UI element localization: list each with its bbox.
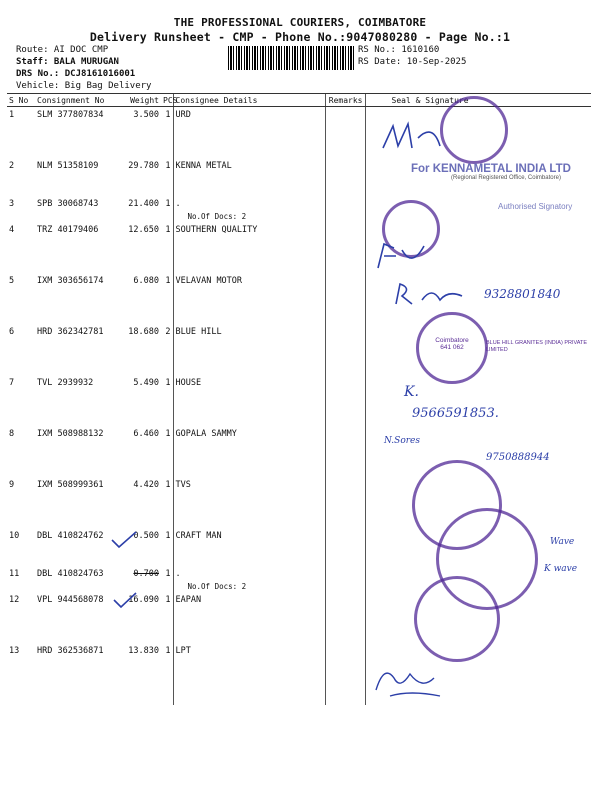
cell-weight: 21.400 <box>128 198 159 209</box>
consignee-name: . <box>175 198 181 209</box>
cell-consignee: EAPAN <box>173 592 325 643</box>
cell-consignment: IXM 303656174 <box>37 275 104 286</box>
cell-consignee: SOUTHERN QUALITY <box>173 222 325 273</box>
cell-sno: 2 <box>9 160 15 171</box>
cell-weight: 6.460 <box>133 428 159 439</box>
cell-weight: 13.830 <box>128 645 159 656</box>
authorised-signatory: Authorised Signatory <box>498 202 573 211</box>
cell-weight: 5.490 <box>133 377 159 388</box>
cell-pcs: 1 <box>165 110 171 120</box>
cell-remarks <box>325 643 365 705</box>
cell-pcs: 1 <box>165 160 171 171</box>
cell-remarks <box>325 566 365 592</box>
kenna-stamp-text: For KENNAMETAL INDIA LTD <box>411 163 571 175</box>
runsheet-subtitle: Delivery Runsheet - CMP - Phone No.:9047080280 - Page No.:1 <box>89 30 511 44</box>
cell-pcs: 1 <box>165 275 171 286</box>
cell-remarks <box>325 222 365 273</box>
cell-consignee: TVS <box>173 477 325 528</box>
cell-consignee: BLUE HILL <box>173 324 325 375</box>
house-sign: K. <box>404 384 419 400</box>
gopala-phone: 9750888944 <box>486 452 550 463</box>
staff: Staff: BALA MURUGAN <box>16 57 119 67</box>
cell-pcs: 2 <box>165 326 171 337</box>
cell-sno: 10 <box>9 530 20 541</box>
craft-note-2: K wave <box>544 564 578 574</box>
cell-weight: 0.700 <box>133 568 159 579</box>
cell-remarks <box>325 426 365 477</box>
tick-row-10 <box>110 530 140 554</box>
cell-remarks <box>325 375 365 426</box>
cell-consignment: DBL 410824763 <box>37 568 104 579</box>
table-row <box>7 643 591 705</box>
cell-consignee <box>173 196 325 222</box>
col-consignee: Consignee Details <box>173 94 325 107</box>
cell-consignment: VPL 944568078 <box>37 594 104 605</box>
cell-sno: 9 <box>9 479 15 490</box>
kennametal-stamp <box>411 163 571 181</box>
cell-pcs: 1 <box>165 530 171 541</box>
docs-count: No.Of Docs: 2 <box>187 581 247 591</box>
eapan-stamp <box>414 576 500 662</box>
cell-sno: 4 <box>9 224 15 235</box>
cell-remarks <box>325 196 365 222</box>
cell-consignee: CRAFT MAN <box>173 528 325 566</box>
cell-consignment: DBL 410824762 <box>37 530 104 541</box>
cell-consignment: TVL 2939932 <box>37 377 94 388</box>
cell-remarks <box>325 477 365 528</box>
velavan-phone: 9328801840 <box>484 287 561 301</box>
cell-sno: 5 <box>9 275 15 286</box>
cell-pcs: 1 <box>165 645 171 656</box>
col-pcs: PCS <box>163 95 178 105</box>
cell-sno: 8 <box>9 428 15 439</box>
cell-sno: 1 <box>9 110 15 120</box>
cell-weight: 6.080 <box>133 275 159 286</box>
cell-sno: 6 <box>9 326 15 337</box>
cell-weight: 29.780 <box>128 160 159 171</box>
craft-note-1: Wave <box>550 537 575 547</box>
cell-sno: 13 <box>9 645 20 656</box>
cell-consignment: SLM 377807834 <box>37 110 104 120</box>
cell-consignment: NLM 51358109 <box>37 160 99 171</box>
cell-pcs: 1 <box>165 224 171 235</box>
table-header <box>7 94 591 107</box>
cell-consignment: HRD 362536871 <box>37 645 104 656</box>
blue-hill-stamp <box>416 312 488 384</box>
cell-consignment: IXM 508988132 <box>37 428 104 439</box>
rs-number: RS No.: 1610160 <box>358 45 440 55</box>
col-remarks: Remarks <box>325 94 365 107</box>
signature-row-4 <box>372 238 432 278</box>
cell-pcs: 1 <box>165 594 171 605</box>
header-right <box>358 44 466 68</box>
col-seal: Seal & Signature <box>365 94 591 107</box>
company-title: THE PROFESSIONAL COURIERS, COIMBATORE <box>173 16 427 29</box>
cell-remarks <box>325 324 365 375</box>
cell-consignee: LPT <box>173 643 325 705</box>
cell-weight: 4.420 <box>133 479 159 490</box>
cell-consignment: IXM 508999361 <box>37 479 104 490</box>
rs-date: RS Date: 10-Sep-2025 <box>358 57 467 67</box>
cell-consignee: URD <box>173 107 325 158</box>
consignee-name: . <box>175 568 181 579</box>
house-phone: 9566591853. <box>412 406 499 421</box>
cell-sno: 12 <box>9 594 20 605</box>
cell-weight: 12.650 <box>128 224 159 235</box>
col-consignment: Consignment No <box>35 94 119 107</box>
cell-pcs: 1 <box>165 428 171 439</box>
cell-consignee: VELAVAN MOTOR <box>173 273 325 324</box>
col-weight: Weight <box>119 94 161 107</box>
signature-row-13 <box>370 660 450 704</box>
cell-consignment: TRZ 40179406 <box>37 224 99 235</box>
col-sno: S No <box>7 94 35 107</box>
cell-consignee: GOPALA SAMMY <box>173 426 325 477</box>
blue-hill-city: Coimbatore <box>435 337 469 344</box>
cell-pcs: 1 <box>165 568 171 579</box>
cell-consignee: HOUSE <box>173 375 325 426</box>
runsheet-table <box>7 93 591 705</box>
cell-consignment: HRD 362342781 <box>37 326 104 337</box>
cell-weight: 18.680 <box>128 326 159 337</box>
cell-remarks <box>325 273 365 324</box>
cell-consignee <box>173 566 325 592</box>
cell-consignment: SPB 30068743 <box>37 198 99 209</box>
drs-number: DRS No.: DCJ8161016001 <box>16 69 136 79</box>
blue-hill-pin: 641 062 <box>440 344 464 351</box>
cell-remarks <box>325 592 365 643</box>
cell-pcs: 1 <box>165 198 171 209</box>
gopala-sign: N.Sores <box>384 436 420 446</box>
header-left <box>16 44 151 92</box>
table-row <box>7 375 591 426</box>
vehicle: Vehicle: Big Bag Delivery <box>16 81 152 91</box>
cell-sno: 11 <box>9 568 20 579</box>
cell-weight: 3.500 <box>133 110 159 120</box>
cell-remarks <box>325 107 365 158</box>
cell-remarks <box>325 158 365 196</box>
urd-stamp <box>440 96 508 164</box>
cell-sno: 3 <box>9 198 15 209</box>
table-row <box>7 222 591 273</box>
cell-consignee: KENNA METAL <box>173 158 325 196</box>
table-row <box>7 426 591 477</box>
cell-weight: 0.500 <box>133 530 159 541</box>
barcode <box>228 46 356 70</box>
cell-remarks <box>325 528 365 566</box>
cell-pcs: 1 <box>165 377 171 388</box>
signature-row-1 <box>378 118 448 162</box>
cell-weight: 16.090 <box>128 594 159 605</box>
cell-sno: 7 <box>9 377 15 388</box>
docs-count: No.Of Docs: 2 <box>187 211 247 221</box>
tick-row-12 <box>112 590 140 614</box>
cell-pcs: 1 <box>165 479 171 490</box>
route: Route: AI DOC CMP <box>16 45 109 55</box>
kenna-stamp-sub: (Regional Registered Office, Coimbatore) <box>451 175 561 181</box>
signature-row-5 <box>392 280 482 312</box>
blue-hill-stamp-name: BLUE HILL GRANITES (INDIA) PRIVATE LIMITED <box>486 340 588 353</box>
